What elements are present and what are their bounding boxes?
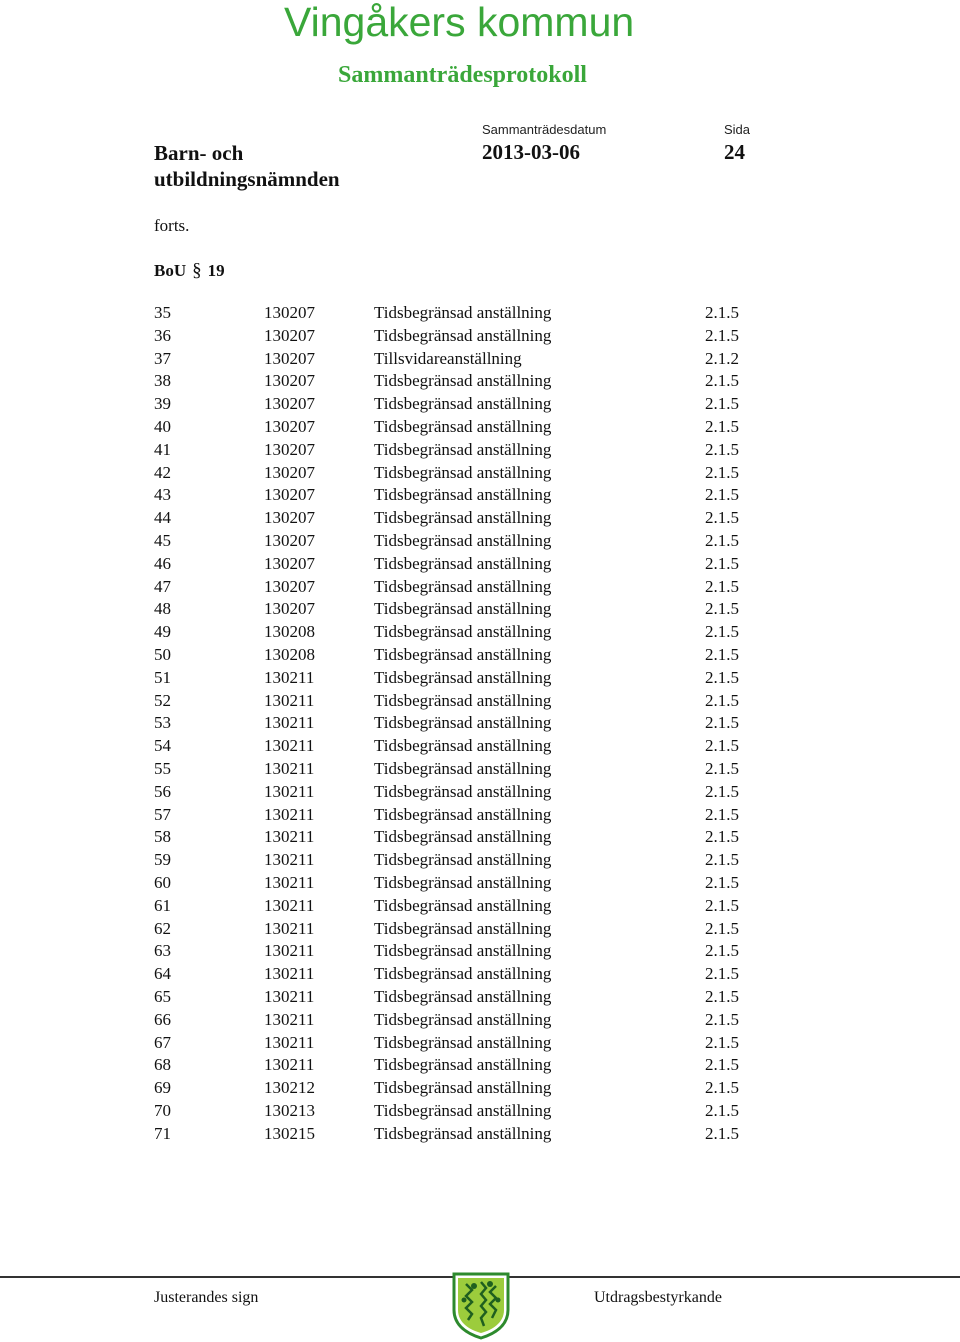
justerandes-sign-label: Justerandes sign — [154, 1289, 259, 1306]
item-date: 130211 — [264, 667, 315, 687]
list-item — [0, 1078, 960, 1101]
list-item — [0, 622, 960, 645]
list-item — [0, 417, 960, 440]
list-item — [0, 303, 960, 326]
item-date: 130207 — [264, 462, 315, 482]
item-code: 2.1.5 — [705, 690, 739, 710]
list-item — [0, 987, 960, 1010]
item-number: 57 — [154, 804, 171, 824]
item-number: 56 — [154, 781, 171, 801]
item-number: 69 — [154, 1078, 171, 1098]
item-date: 130211 — [264, 758, 315, 778]
item-code: 2.1.5 — [705, 303, 739, 322]
item-description: Tidsbegränsad anställning — [374, 1078, 552, 1098]
item-code: 2.1.5 — [705, 622, 739, 642]
item-number: 59 — [154, 850, 171, 870]
item-date: 130211 — [264, 713, 315, 733]
item-description: Tidsbegränsad anställning — [374, 850, 552, 870]
list-item — [0, 645, 960, 668]
item-number: 71 — [154, 1123, 171, 1143]
item-number: 54 — [154, 736, 171, 756]
list-item — [0, 782, 960, 805]
item-code: 2.1.5 — [705, 804, 739, 824]
list-item — [0, 805, 960, 828]
item-code: 2.1.5 — [705, 941, 739, 961]
page-number: 24 — [724, 140, 745, 164]
item-number: 42 — [154, 462, 171, 482]
item-code: 2.1.2 — [705, 348, 739, 368]
item-code: 2.1.5 — [705, 736, 739, 756]
municipal-coat-of-arms-icon — [450, 1270, 512, 1340]
item-code: 2.1.5 — [705, 439, 739, 459]
item-number: 47 — [154, 576, 171, 596]
item-date: 130207 — [264, 371, 315, 391]
item-code: 2.1.5 — [705, 416, 739, 436]
item-description: Tidsbegränsad anställning — [374, 599, 552, 619]
continued-label: forts. — [154, 216, 190, 235]
item-code: 2.1.5 — [705, 986, 739, 1006]
item-number: 45 — [154, 530, 171, 550]
list-item — [0, 1055, 960, 1078]
item-date: 130211 — [264, 781, 315, 801]
item-number: 46 — [154, 553, 171, 573]
item-date: 130207 — [264, 439, 315, 459]
item-code: 2.1.5 — [705, 1100, 739, 1120]
item-date: 130207 — [264, 485, 315, 505]
document-type: Sammanträdesprotokoll — [338, 62, 587, 88]
item-description: Tidsbegränsad anställning — [374, 325, 552, 345]
item-number: 48 — [154, 599, 171, 619]
item-date: 130207 — [264, 508, 315, 528]
item-number: 52 — [154, 690, 171, 710]
board-name: Barn- och utbildningsnämnden — [154, 141, 340, 191]
list-item — [0, 873, 960, 896]
item-number: 61 — [154, 895, 171, 915]
item-description: Tidsbegränsad anställning — [374, 644, 552, 664]
item-number: 49 — [154, 622, 171, 642]
section-symbol: § — [192, 260, 202, 281]
item-code: 2.1.5 — [705, 918, 739, 938]
item-date: 130211 — [264, 804, 315, 824]
item-date: 130211 — [264, 918, 315, 938]
item-date: 130207 — [264, 530, 315, 550]
item-code: 2.1.5 — [705, 485, 739, 505]
item-date: 130208 — [264, 622, 315, 642]
item-code: 2.1.5 — [705, 508, 739, 528]
item-number: 37 — [154, 348, 171, 368]
item-description: Tidsbegränsad anställning — [374, 690, 552, 710]
list-item — [0, 850, 960, 873]
item-description: Tidsbegränsad anställning — [374, 303, 552, 322]
item-code: 2.1.5 — [705, 1055, 739, 1075]
item-date: 130211 — [264, 1055, 315, 1075]
item-description: Tidsbegränsad anställning — [374, 804, 552, 824]
list-item — [0, 531, 960, 554]
item-description: Tidsbegränsad anställning — [374, 508, 552, 528]
item-description: Tillsvidareanställning — [374, 348, 522, 368]
item-number: 55 — [154, 758, 171, 778]
list-item — [0, 1101, 960, 1124]
item-date: 130207 — [264, 416, 315, 436]
item-description: Tidsbegränsad anställning — [374, 439, 552, 459]
item-number: 51 — [154, 667, 171, 687]
list-item — [0, 349, 960, 372]
list-item — [0, 919, 960, 942]
list-item — [0, 599, 960, 622]
item-number: 65 — [154, 986, 171, 1006]
item-code: 2.1.5 — [705, 462, 739, 482]
item-description: Tidsbegränsad anställning — [374, 781, 552, 801]
item-date: 130207 — [264, 303, 315, 322]
item-description: Tidsbegränsad anställning — [374, 371, 552, 391]
item-description: Tidsbegränsad anställning — [374, 462, 552, 482]
item-number: 41 — [154, 439, 171, 459]
item-number: 38 — [154, 371, 171, 391]
section-heading — [154, 260, 225, 282]
decision-list — [0, 303, 960, 1146]
item-description: Tidsbegränsad anställning — [374, 394, 552, 414]
list-item — [0, 1124, 960, 1147]
item-code: 2.1.5 — [705, 713, 739, 733]
item-date: 130212 — [264, 1078, 315, 1098]
date-label: Sammanträdesdatum — [482, 122, 607, 137]
item-code: 2.1.5 — [705, 1123, 739, 1143]
item-code: 2.1.5 — [705, 1009, 739, 1029]
item-description: Tidsbegränsad anställning — [374, 1009, 552, 1029]
list-item — [0, 827, 960, 850]
list-item — [0, 896, 960, 919]
item-number: 44 — [154, 508, 171, 528]
list-item — [0, 1033, 960, 1056]
item-date: 130211 — [264, 1032, 315, 1052]
item-number: 36 — [154, 325, 171, 345]
item-date: 130207 — [264, 348, 315, 368]
item-number: 68 — [154, 1055, 171, 1075]
item-number: 63 — [154, 941, 171, 961]
item-code: 2.1.5 — [705, 758, 739, 778]
item-code: 2.1.5 — [705, 850, 739, 870]
item-date: 130211 — [264, 941, 315, 961]
item-description: Tidsbegränsad anställning — [374, 895, 552, 915]
list-item — [0, 941, 960, 964]
item-code: 2.1.5 — [705, 1032, 739, 1052]
list-item — [0, 1010, 960, 1033]
list-item — [0, 691, 960, 714]
list-item — [0, 508, 960, 531]
item-date: 130207 — [264, 394, 315, 414]
page-label: Sida — [724, 122, 751, 137]
list-item — [0, 713, 960, 736]
list-item — [0, 759, 960, 782]
item-date: 130208 — [264, 644, 315, 664]
item-description: Tidsbegränsad anställning — [374, 713, 552, 733]
item-code: 2.1.5 — [705, 394, 739, 414]
item-code: 2.1.5 — [705, 1078, 739, 1098]
item-description: Tidsbegränsad anställning — [374, 1123, 552, 1143]
item-date: 130211 — [264, 1009, 315, 1029]
item-date: 130211 — [264, 986, 315, 1006]
list-item — [0, 485, 960, 508]
list-item — [0, 326, 960, 349]
item-description: Tidsbegränsad anställning — [374, 622, 552, 642]
meeting-date: 2013-03-06 — [482, 140, 580, 164]
item-description: Tidsbegränsad anställning — [374, 758, 552, 778]
list-item — [0, 371, 960, 394]
item-number: 40 — [154, 416, 171, 436]
list-item — [0, 964, 960, 987]
item-date: 130211 — [264, 872, 315, 892]
item-code: 2.1.5 — [705, 325, 739, 345]
item-description: Tidsbegränsad anställning — [374, 1032, 552, 1052]
section-prefix: BoU — [154, 261, 187, 280]
item-code: 2.1.5 — [705, 964, 739, 984]
item-description: Tidsbegränsad anställning — [374, 736, 552, 756]
item-description: Tidsbegränsad anställning — [374, 1055, 552, 1075]
item-date: 130207 — [264, 599, 315, 619]
item-number: 39 — [154, 394, 171, 414]
item-number: 53 — [154, 713, 171, 733]
item-number: 60 — [154, 872, 171, 892]
item-date: 130207 — [264, 576, 315, 596]
item-date: 130211 — [264, 690, 315, 710]
item-date: 130211 — [264, 964, 315, 984]
item-number: 67 — [154, 1032, 171, 1052]
list-item — [0, 577, 960, 600]
item-code: 2.1.5 — [705, 599, 739, 619]
item-number: 64 — [154, 964, 171, 984]
item-number: 35 — [154, 303, 171, 322]
item-description: Tidsbegränsad anställning — [374, 1100, 552, 1120]
item-date: 130211 — [264, 895, 315, 915]
item-code: 2.1.5 — [705, 553, 739, 573]
item-code: 2.1.5 — [705, 872, 739, 892]
item-description: Tidsbegränsad anställning — [374, 416, 552, 436]
item-date: 130211 — [264, 827, 315, 847]
item-date: 130213 — [264, 1100, 315, 1120]
item-date: 130215 — [264, 1123, 315, 1143]
list-item — [0, 440, 960, 463]
list-item — [0, 554, 960, 577]
item-code: 2.1.5 — [705, 644, 739, 664]
utdragsbestyrkande-label: Utdragsbestyrkande — [594, 1289, 722, 1306]
item-code: 2.1.5 — [705, 530, 739, 550]
item-description: Tidsbegränsad anställning — [374, 827, 552, 847]
item-number: 58 — [154, 827, 171, 847]
list-item — [0, 463, 960, 486]
item-description: Tidsbegränsad anställning — [374, 485, 552, 505]
item-code: 2.1.5 — [705, 667, 739, 687]
list-item — [0, 736, 960, 759]
item-code: 2.1.5 — [705, 827, 739, 847]
item-date: 130211 — [264, 850, 315, 870]
item-description: Tidsbegränsad anställning — [374, 667, 552, 687]
item-date: 130207 — [264, 325, 315, 345]
item-number: 70 — [154, 1100, 171, 1120]
item-description: Tidsbegränsad anställning — [374, 964, 552, 984]
item-description: Tidsbegränsad anställning — [374, 530, 552, 550]
item-date: 130211 — [264, 736, 315, 756]
item-number: 50 — [154, 644, 171, 664]
list-item — [0, 668, 960, 691]
section-number: 19 — [207, 261, 225, 280]
item-code: 2.1.5 — [705, 895, 739, 915]
item-description: Tidsbegränsad anställning — [374, 872, 552, 892]
list-item — [0, 394, 960, 417]
item-code: 2.1.5 — [705, 371, 739, 391]
org-name: Vingåkers kommun — [284, 0, 635, 45]
item-number: 62 — [154, 918, 171, 938]
item-code: 2.1.5 — [705, 576, 739, 596]
item-description: Tidsbegränsad anställning — [374, 941, 552, 961]
item-code: 2.1.5 — [705, 781, 739, 801]
item-number: 66 — [154, 1009, 171, 1029]
item-description: Tidsbegränsad anställning — [374, 553, 552, 573]
item-description: Tidsbegränsad anställning — [374, 986, 552, 1006]
item-description: Tidsbegränsad anställning — [374, 576, 552, 596]
item-description: Tidsbegränsad anställning — [374, 918, 552, 938]
item-date: 130207 — [264, 553, 315, 573]
item-number: 43 — [154, 485, 171, 505]
